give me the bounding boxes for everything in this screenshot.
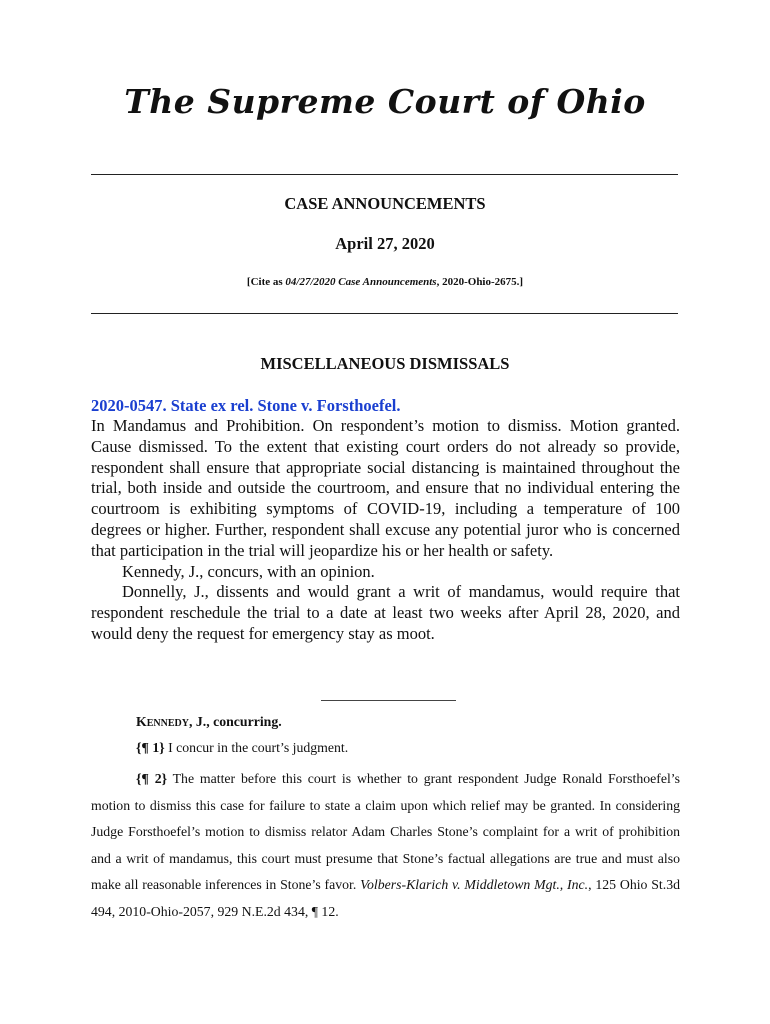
announcements-title: CASE ANNOUNCEMENTS — [284, 194, 486, 213]
section-title: MISCELLANEOUS DISMISSALS — [260, 354, 510, 373]
opinion-author: Kennedy — [136, 714, 189, 729]
paragraph-mark: {¶ 2} — [136, 771, 168, 786]
announcements-date: April 27, 2020 — [335, 234, 435, 253]
dissent-note: Donnelly, J., dissents and would grant a writ of mandamus, would require that respondent reschedule the trial to a date at least two weeks after April 28, 2020, and would deny the request for emergency stay as moot. — [91, 582, 680, 643]
paragraph-text: I concur in the court’s judgment. — [164, 740, 349, 755]
citation-line — [0, 276, 770, 288]
court-masthead: The Supreme Court of Ohio — [124, 82, 646, 121]
case-citation-rest: , 125 Ohio St.3d 494, 2010-Ohio-2057, 929 N.E.2d 434, ¶ 12. — [91, 877, 681, 919]
opinion-author-suffix: , J., concurring. — [188, 714, 282, 729]
header-top-rule — [91, 174, 678, 175]
paragraph-text: The matter before this court is whether to grant respondent Judge Ronald Forsthoefel’s motion to dismiss this case for failure to state a claim upon which relief may be granted. In considering Judge Forsthoefel’s motion to dismiss relator Adam Charles Stone’s complaint for a writ of prohibition and a writ of mandamus, this court must presume that Stone’s factual allegations are true and must also make all reasonable inferences in Stone’s favor. — [91, 771, 680, 892]
case-title-link[interactable]: 2020-0547. State ex rel. Stone v. Forsthoefel. — [91, 396, 401, 415]
section-divider — [321, 700, 456, 701]
opinion-heading — [136, 714, 636, 730]
case-disposition-text: In Mandamus and Prohibition. On respondent’s motion to dismiss. Motion granted. Cause dismissed. To the extent that existing court orders do not already so provide, respondent shall ensure that appropriate social distancing is maintained throughout the trial, both inside and outside the courtroom, and ensure that no individual entering the courtroom is exhibiting symptoms of COVID-19, including a temperature of 100 degrees or higher. Further, respondent shall excuse any potential juror who is concerned that participation in the trial will jeopardize his or her health or safety. — [91, 416, 680, 560]
case-citation-name: Volbers-Klarich v. Middletown Mgt., Inc. — [360, 877, 589, 892]
header-bottom-rule — [91, 313, 678, 314]
concurrence-note: Kennedy, J., concurs, with an opinion. — [122, 561, 375, 581]
cite-prefix: [Cite as — [246, 276, 286, 288]
cite-italic: 04/27/2020 Case Announcements — [285, 276, 437, 288]
paragraph-mark: {¶ 1} — [136, 740, 165, 755]
opinion-paragraph-2 — [91, 766, 680, 925]
case-entry — [91, 416, 680, 645]
opinion-paragraph-1 — [136, 740, 676, 756]
cite-suffix: , 2020-Ohio-2675.] — [436, 276, 524, 288]
